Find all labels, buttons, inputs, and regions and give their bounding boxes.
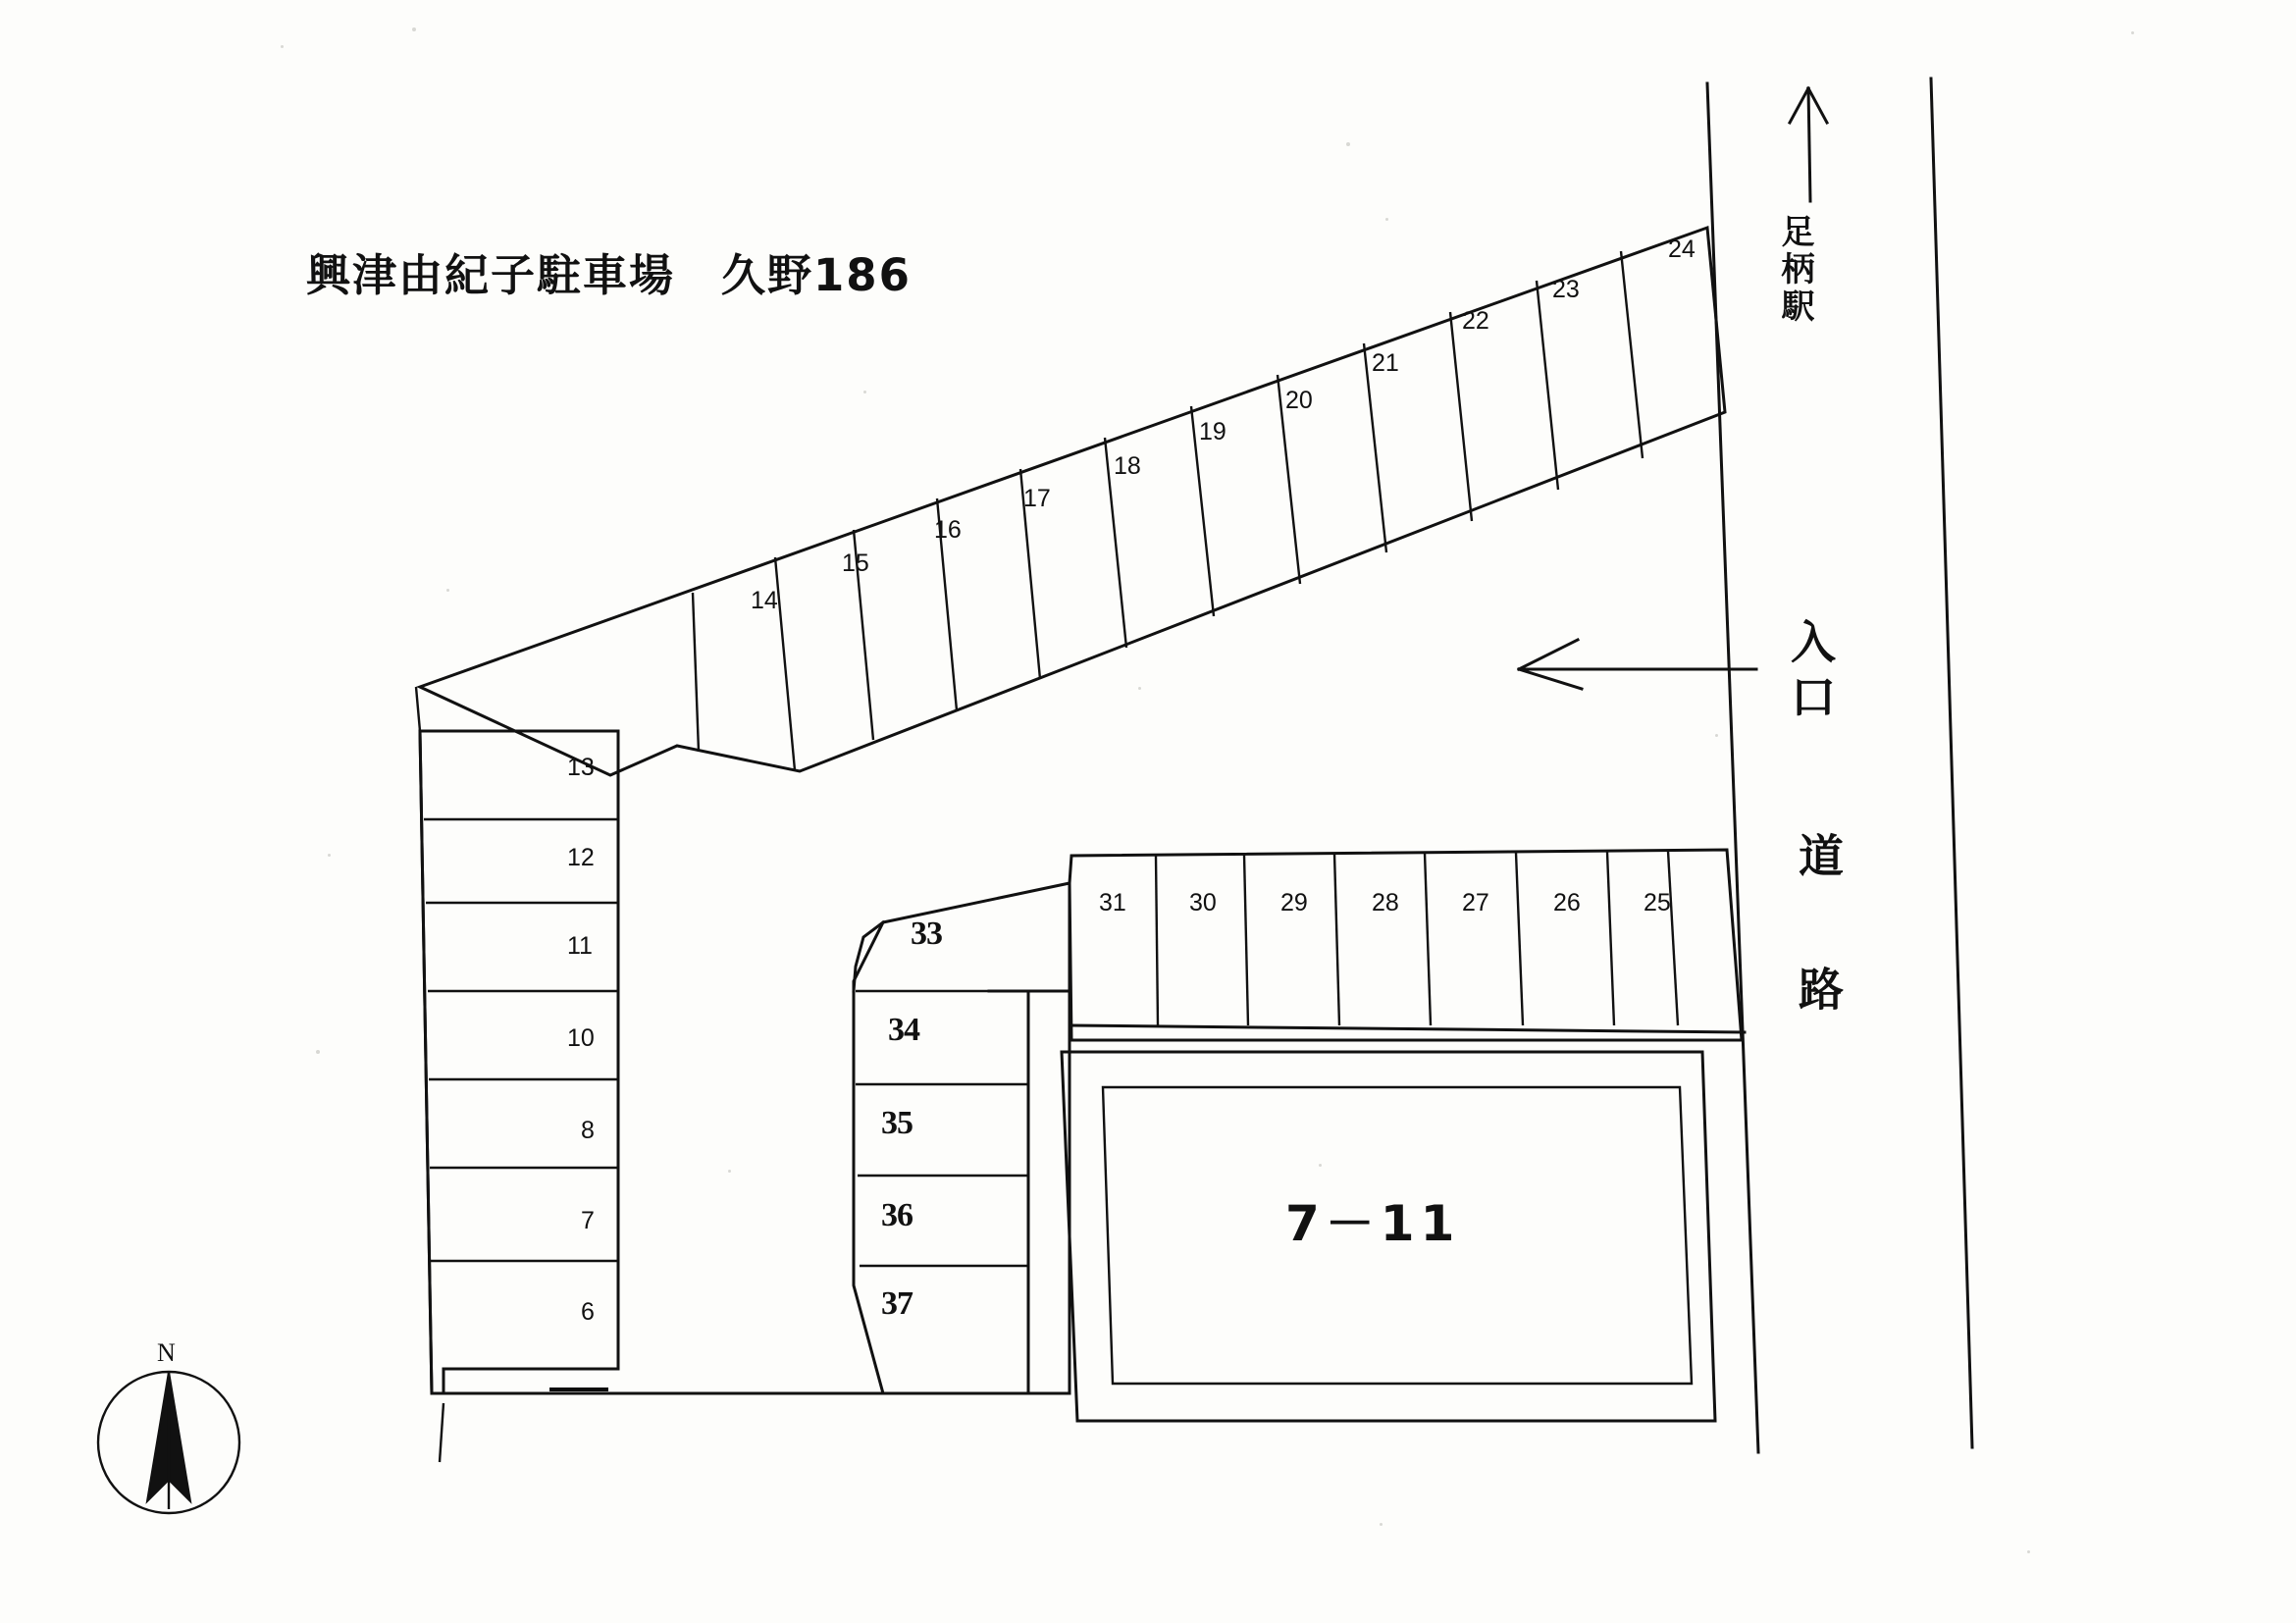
scan-speck [1715, 734, 1718, 737]
building-label: 7－11 [1285, 1195, 1461, 1252]
scan-speck [281, 45, 284, 48]
stall-label-28: 28 [1372, 889, 1399, 916]
north-stall-row [420, 228, 1725, 775]
stall-label-23: 23 [1552, 276, 1580, 303]
scan-speck [1138, 687, 1141, 690]
scan-speck [1385, 218, 1388, 221]
stall-label-18: 18 [1114, 452, 1141, 480]
stall-label-36: 36 [881, 1197, 913, 1233]
compass-north-icon [98, 1372, 239, 1513]
east-stall-row [1070, 850, 1745, 1055]
stall-label-14: 14 [751, 587, 778, 614]
stall-label-34: 34 [888, 1012, 919, 1048]
stall-label-24: 24 [1668, 236, 1696, 263]
stall-label-25: 25 [1644, 889, 1671, 916]
page-title: 興津由紀子駐車場 久野186 [306, 249, 912, 301]
stall-label-37: 37 [881, 1285, 913, 1322]
station-label: 足柄駅 [1775, 214, 1814, 326]
stall-label-26: 26 [1553, 889, 1581, 916]
stall-label-27: 27 [1462, 889, 1489, 916]
stall-label-6: 6 [581, 1298, 595, 1326]
scan-speck [412, 27, 416, 31]
scan-speck [1319, 1164, 1322, 1167]
scan-speck [316, 1050, 320, 1054]
stall-label-7: 7 [581, 1207, 595, 1234]
stall-label-21: 21 [1372, 349, 1399, 377]
scan-speck [728, 1170, 731, 1173]
west-stall-column [420, 731, 883, 1393]
scan-speck [1380, 1523, 1383, 1526]
stall-label-8: 8 [581, 1117, 595, 1144]
entrance-label: 入口 [1784, 618, 1837, 728]
stall-label-13: 13 [567, 754, 595, 781]
stall-label-19: 19 [1199, 418, 1226, 445]
arrow-left-icon [1519, 640, 1756, 689]
stall-label-10: 10 [567, 1024, 595, 1052]
north-letter-label: N [157, 1338, 176, 1367]
stall-label-11: 11 [567, 932, 593, 960]
road-outline [1707, 79, 1972, 1452]
stall-label-17: 17 [1023, 485, 1051, 512]
stall-label-20: 20 [1285, 387, 1313, 414]
stall-label-35: 35 [881, 1105, 913, 1141]
stall-label-33: 33 [911, 916, 942, 952]
stall-label-12: 12 [567, 844, 595, 871]
stall-label-15: 15 [842, 550, 869, 577]
stall-label-29: 29 [1280, 889, 1308, 916]
scan-speck [328, 854, 331, 857]
stall-label-31: 31 [1099, 889, 1126, 916]
scan-speck [1346, 142, 1350, 146]
scan-speck [446, 589, 449, 592]
scan-speck [2027, 1550, 2030, 1553]
stall-label-30: 30 [1189, 889, 1217, 916]
scan-speck [863, 391, 866, 393]
arrow-up-icon [1790, 88, 1827, 201]
stall-label-16: 16 [934, 516, 962, 544]
scan-speck [2131, 31, 2134, 34]
stall-label-22: 22 [1462, 307, 1489, 335]
road-label: 道 路 [1792, 832, 1845, 1028]
